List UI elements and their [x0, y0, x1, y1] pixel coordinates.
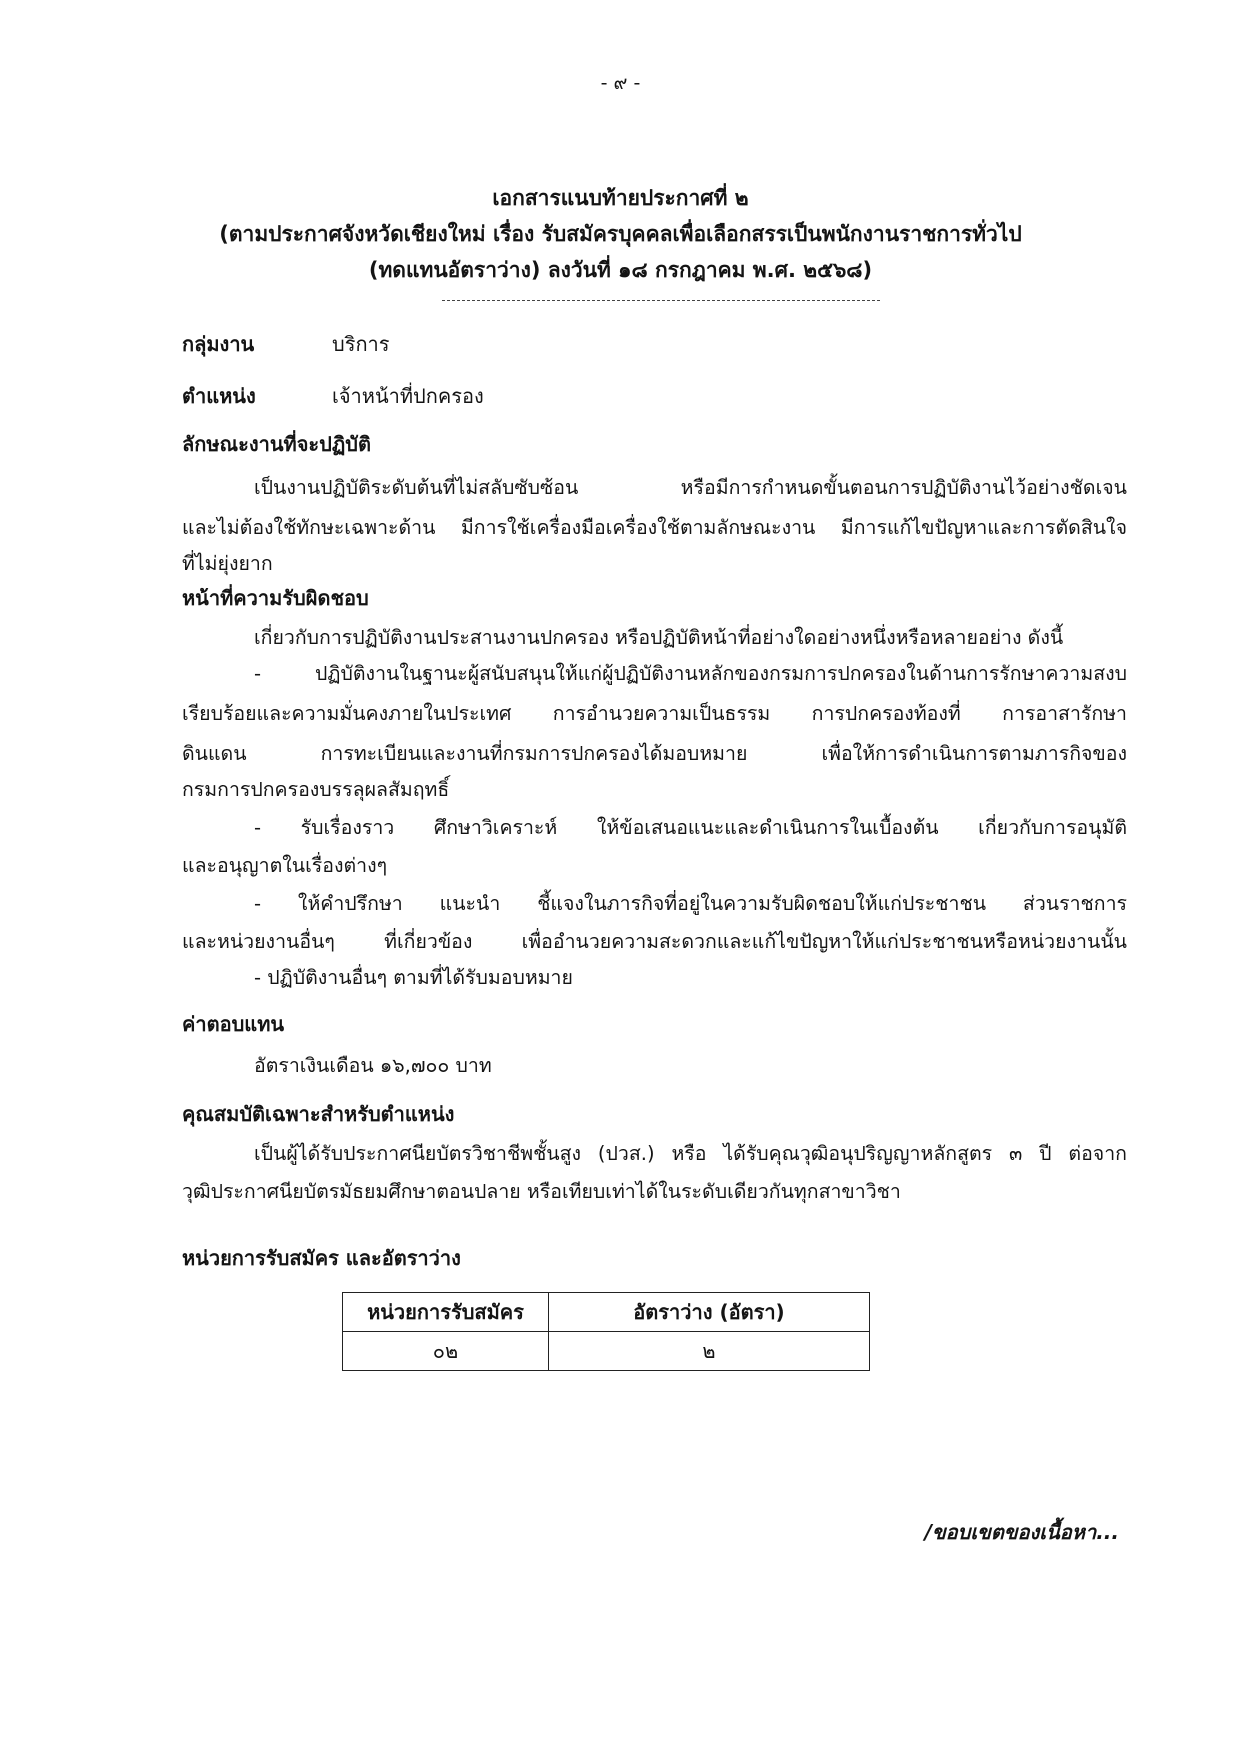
table-cell: ๒ — [549, 1332, 870, 1371]
duties-line: - รับเรื่องราว ศึกษาวิเคราะห์ ให้ข้อเสนอแนะและดำเนินการในเบื้องต้น เกี่ยวกับการอนุมัติ — [254, 816, 1127, 839]
position-label: ตำแหน่ง — [182, 384, 256, 408]
duties-line: - ปฏิบัติงานอื่นๆ ตามที่ได้รับมอบหมาย — [254, 966, 573, 989]
duties-line: และอนุญาตในเรื่องต่างๆ — [182, 854, 388, 877]
page-number: - ๙ - — [600, 72, 641, 94]
job-nature-line: ที่ไม่ยุ่งยาก — [182, 552, 273, 575]
compensation-text: อัตราเงินเดือน ๑๖,๗๐๐ บาท — [254, 1054, 492, 1077]
table-header: หน่วยการรับสมัคร — [343, 1293, 549, 1332]
duties-line: เรียบร้อยและความมั่นคงภายในประเทศ การอำนวยความเป็นธรรม การปกครองท้องที่ การอาสารักษา — [182, 702, 1127, 725]
duties-line: - ให้คำปรึกษา แนะนำ ชี้แจงในภารกิจที่อยู่ในความรับผิดชอบให้แก่ประชาชน ส่วนราชการ — [254, 892, 1127, 915]
duties-line: - ปฏิบัติงานในฐานะผู้สนับสนุนให้แก่ผู้ปฏิบัติงานหลักของกรมการปกครองในด้านการรักษาความสงบ — [254, 662, 1127, 685]
duties-line: เกี่ยวกับการปฏิบัติงานประสานงานปกครอง หรือปฏิบัติหน้าที่อย่างใดอย่างหนึ่งหรือหลายอย่าง ดังนี้ — [254, 626, 1064, 649]
job-nature-line: และไม่ต้องใช้ทักษะเฉพาะด้าน มีการใช้เครื่องมือเครื่องใช้ตามลักษณะงาน มีการแก้ไขปัญหาและการตัดสินใจ — [182, 516, 1127, 539]
duties-line: กรมการปกครองบรรลุผลสัมฤทธิ์ — [182, 778, 450, 801]
duties-heading: หน้าที่ความรับผิดชอบ — [182, 586, 369, 610]
continuation-note: /ขอบเขตของเนื้อหา... — [924, 1520, 1119, 1544]
qualifications-line: วุฒิประกาศนียบัตรมัธยมศึกษาตอนปลาย หรือเทียบเท่าได้ในระดับเดียวกันทุกสาขาวิชา — [182, 1180, 901, 1203]
work-group-value: บริการ — [332, 332, 390, 356]
title-line-2: (ตามประกาศจังหวัดเชียงใหม่ เรื่อง รับสมัครบุคคลเพื่อเลือกสรรเป็นพนักงานราชการทั่วไป — [219, 222, 1022, 246]
table-row — [343, 1332, 870, 1371]
duties-line: ดินแดน การทะเบียนและงานที่กรมการปกครองได้มอบหมาย เพื่อให้การดำเนินการตามภารกิจของ — [182, 742, 1127, 765]
title-line-3: (ทดแทนอัตราว่าง) ลงวันที่ ๑๘ กรกฎาคม พ.ศ. ๒๕๖๘) — [368, 258, 873, 282]
table-cell: ๐๒ — [343, 1332, 549, 1371]
job-nature-line: เป็นงานปฏิบัติระดับต้นที่ไม่สลับซับซ้อน หรือมีการกำหนดขั้นตอนการปฏิบัติงานไว้อย่างชัดเจน — [254, 476, 1127, 499]
vacancy-table — [342, 1292, 870, 1371]
table-header-row — [343, 1293, 870, 1332]
table-header: อัตราว่าง (อัตรา) — [549, 1293, 870, 1332]
qualifications-line: เป็นผู้ได้รับประกาศนียบัตรวิชาชีพชั้นสูง (ปวส.) หรือ ได้รับคุณวุฒิอนุปริญญาหลักสูตร ๓ ปี ต่อจาก — [254, 1142, 1127, 1165]
title-line-1: เอกสารแนบท้ายประกาศที่ ๒ — [492, 186, 749, 210]
duties-line: และหน่วยงานอื่นๆ ที่เกี่ยวข้อง เพื่ออำนวยความสะดวกและแก้ไขปัญหาให้แก่ประชาชนหรือหน่วยงานนั้น — [182, 930, 1127, 953]
work-group-label: กลุ่มงาน — [182, 332, 255, 356]
title-separator — [442, 300, 880, 301]
position-value: เจ้าหน้าที่ปกครอง — [332, 384, 484, 408]
qualifications-heading: คุณสมบัติเฉพาะสำหรับตำแหน่ง — [182, 1102, 455, 1126]
job-nature-heading: ลักษณะงานที่จะปฏิบัติ — [182, 432, 371, 456]
compensation-heading: ค่าตอบแทน — [182, 1012, 285, 1036]
vacancy-heading: หน่วยการรับสมัคร และอัตราว่าง — [182, 1246, 461, 1270]
